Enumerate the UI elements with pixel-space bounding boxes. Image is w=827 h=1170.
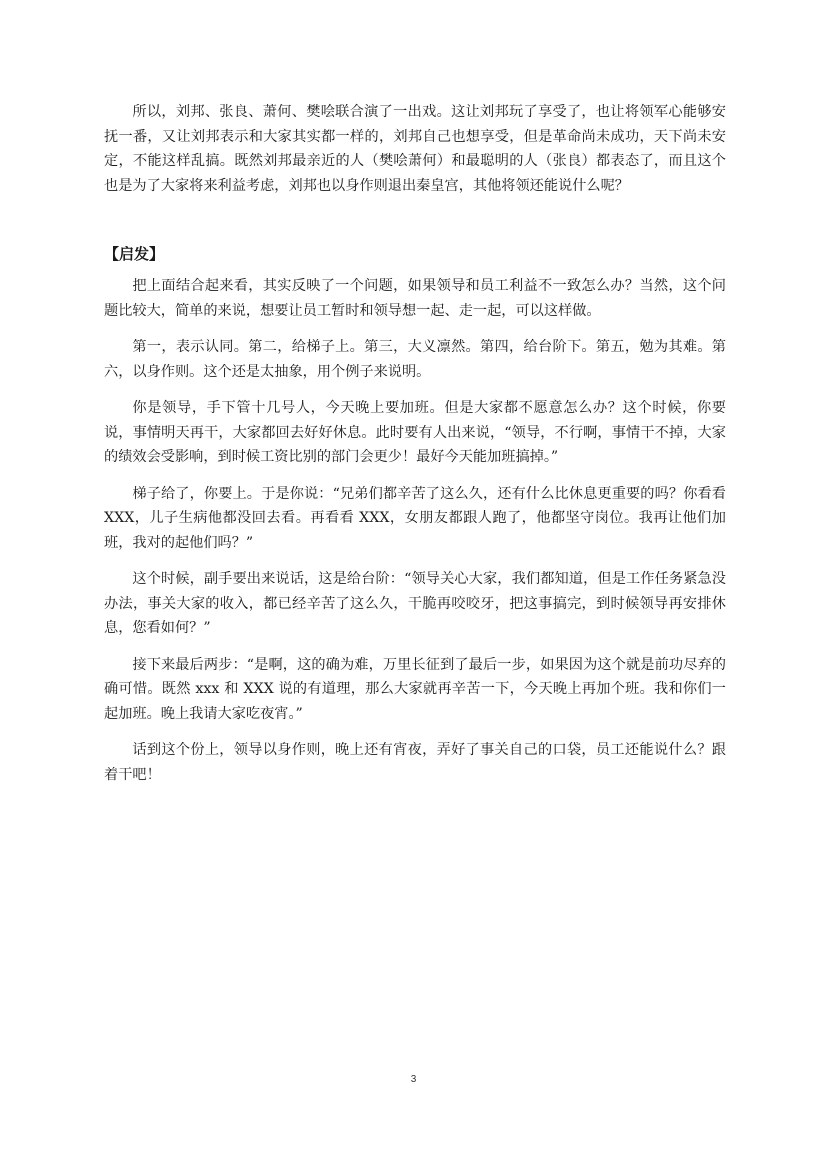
body-paragraph: 你是领导，手下管十几号人，今天晚上要加班。但是大家都不愿意怎么办？这个时候，你要说，事情明天再干，大家都回去好好休息。此时要有人出来说，“领导，不行啊，事情干不掉，大家的绩效会受影响，到时候工资比别的部门会更少！最好今天能加班搞掉。”	[104, 400, 726, 465]
page-number: 3	[410, 1074, 417, 1085]
intro-paragraph: 所以，刘邦、张良、萧何、樊哙联合演了一出戏。这让刘邦玩了享受了，也让将领军心能够安抚一番，又让刘邦表示和大家其实都一样的，刘邦自己也想享受，但是革命尚未成功，天下尚未安定，不能这样乱搞。既然刘邦最亲近的人（樊哙萧何）和最聪明的人（张良）都表态了，而且这个也是为了大家将来利益考虑，刘邦也以身作则退出秦皇宫，其他将领还能说什么呢？	[104, 104, 726, 194]
section-heading: 【启发】	[104, 245, 165, 263]
document-body	[104, 100, 726, 799]
body-paragraph: 梯子给了，你要上。于是你说：“兄弟们都辛苦了这么久，还有什么比休息更重要的吗？你看看 XXX，儿子生病他都没回去看。再看看 XXX，女朋友都跟人跑了，他都坚守岗位。我再让他们加班，我对的起他们吗？”	[104, 485, 726, 551]
body-paragraph: 话到这个份上，领导以身作则，晚上还有宵夜，弄好了事关自己的口袋，员工还能说什么？跟着干吧！	[104, 742, 726, 783]
body-paragraph: 第一，表示认同。第二，给梯子上。第三，大义凛然。第四，给台阶下。第五，勉为其难。第六，以身作则。这个还是太抽象，用个例子来说明。	[104, 339, 726, 380]
body-paragraph: 把上面结合起来看，其实反映了一个问题，如果领导和员工利益不一致怎么办？当然，这个问题比较大，简单的来说，想要让员工暂时和领导想一起、走一起，可以这样做。	[104, 278, 726, 319]
body-paragraph: 接下来最后两步：“是啊，这的确为难，万里长征到了最后一步，如果因为这个就是前功尽弃的确可惜。既然 xxx 和 XXX 说的有道理，那么大家就再辛苦一下，今天晚上再加个班。我和你们一起加班。晚上我请大家吃夜宵。”	[104, 656, 726, 722]
body-paragraph: 这个时候，副手要出来说话，这是给台阶：“领导关心大家，我们都知道，但是工作任务紧急没办法，事关大家的收入，都已经辛苦了这么久，干脆再咬咬牙，把这事搞完，到时候领导再安排休息，您看如何？”	[104, 571, 726, 636]
